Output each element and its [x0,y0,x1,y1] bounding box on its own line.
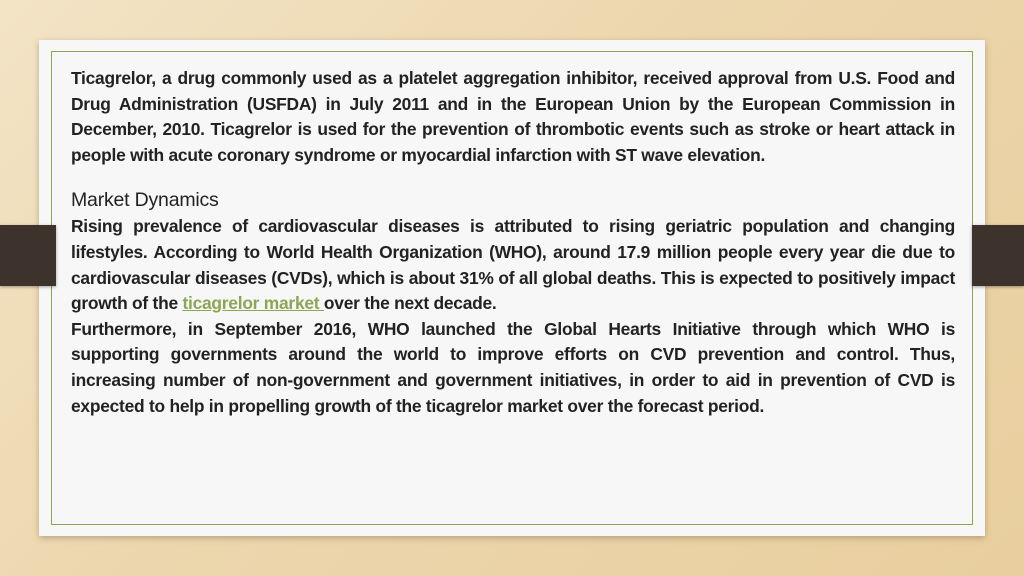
paragraph-text-after-link: over the next decade. [323,293,497,314]
right-decorative-tab [972,225,1024,286]
paragraph-text-before-link: Rising prevalence of cardiovascular diseases is attributed to rising geriatric population and changing lifestyles. According to World Health Organization (WHO), around 17.9 million people every year die due to cardiovascular diseases (CVDs), which is about 31% of all global deaths. This is expected to positively impact growth of the [71,216,955,314]
ticagrelor-market-link[interactable]: ticagrelor market [182,293,324,314]
global-hearts-paragraph: Furthermore, in September 2016, WHO launched the Global Hearts Initiative through which WHO is supporting governments around the world to improve efforts on CVD prevention and control. Thus, increasing number of non-government and government initiatives, in order to aid in prevention of CVD is expected to help in propelling growth of the ticagrelor market over the forecast period. [71,318,955,416]
intro-paragraph: Ticagrelor, a drug commonly used as a platelet aggregation inhibitor, received approval from U.S. Food and Drug Administration (USFDA) in July 2011 and in the European Union by the European Commission in December, 2010. Ticagrelor is used for the prevention of thrombotic events such as stroke or heart attack in people with acute coronary syndrome or myocardial infarction with ST wave elevation. [71,68,955,165]
section-heading: Market Dynamics [71,189,219,212]
left-decorative-tab [0,225,56,286]
market-dynamics-paragraph [71,214,955,316]
slide-content [71,66,955,419]
